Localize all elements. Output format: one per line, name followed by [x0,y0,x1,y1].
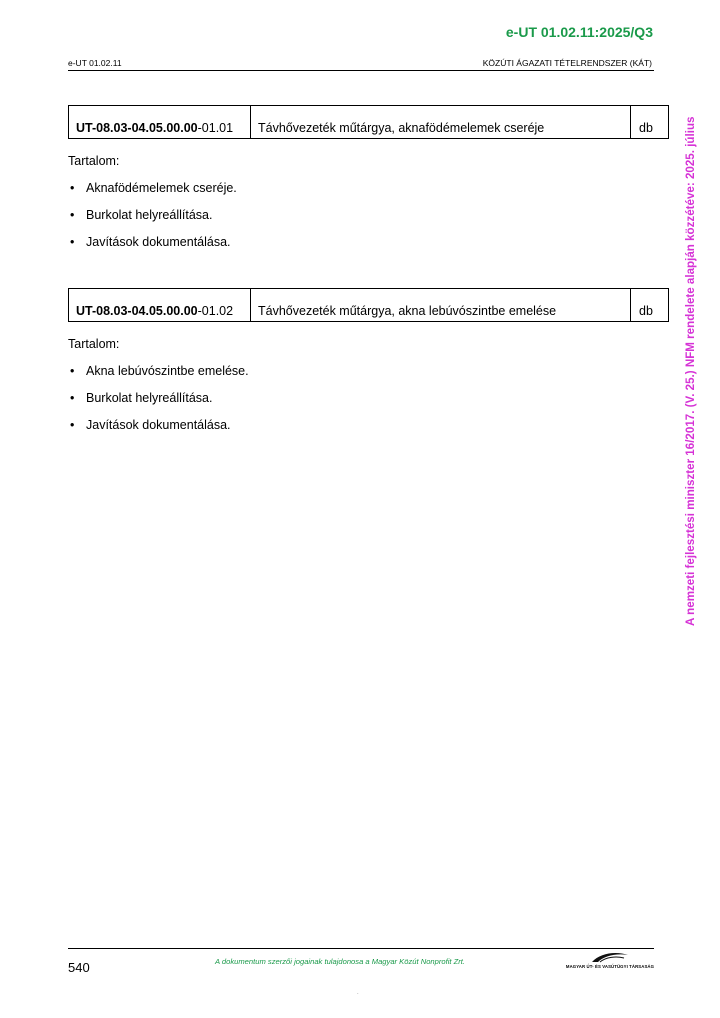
side-publication-note: A nemzeti fejlesztési miniszter 16/2017. (V. 25.) NFM rendelete alapján közzétéve: 2025. július [684,116,697,626]
footer-divider [68,948,654,949]
item-code-suffix: -01.01 [197,120,234,135]
logo-text: MAGYAR ÚT- ÉS VASÚTÜGYI TÁRSASÁG [565,964,655,969]
item-code [69,106,251,138]
page-number: 540 [68,960,90,975]
item-code-main: UT-08.03-04.05.00.00 [76,303,198,318]
footer-dot: . [357,990,359,996]
item-description: Távhővezeték műtárgya, aknafödémelemek cseréje [251,106,631,138]
item-table-1 [68,105,669,139]
list-item: • Aknafödémelemek cseréje. [70,181,237,195]
road-curve-logo-icon [590,951,630,963]
list-item: • Javítások dokumentálása. [70,235,231,249]
item-description: Távhővezeték műtárgya, akna lebúvószintbe emelése [251,289,631,321]
item-unit: db [639,303,653,318]
copyright-notice: A dokumentum szerzői jogainak tulajdonosa a Magyar Közút Nonprofit Zrt. [215,957,466,966]
item-unit: db [639,120,653,135]
list-item: • Akna lebúvószintbe emelése. [70,364,249,378]
item-code-main: UT-08.03-04.05.00.00 [76,120,198,135]
item-code [69,289,251,321]
bullet-list-1 [68,181,237,262]
list-item: • Javítások dokumentálása. [70,418,231,432]
content-label: Tartalom: [68,154,120,168]
content-label: Tartalom: [68,337,120,351]
item-table-2 [68,288,669,322]
page-header [68,57,654,71]
header-right: KÖZÚTI ÁGAZATI TÉTELRENDSZER (KÁT) [482,58,652,68]
item-code-suffix: -01.02 [197,303,234,318]
bullet-list-2 [68,364,249,445]
list-item: • Burkolat helyreállítása. [70,391,213,405]
header-left: e-UT 01.02.11 [68,58,122,68]
publisher-logo [563,951,657,973]
list-item: • Burkolat helyreállítása. [70,208,213,222]
document-code: e-UT 01.02.11:2025/Q3 [505,24,653,40]
